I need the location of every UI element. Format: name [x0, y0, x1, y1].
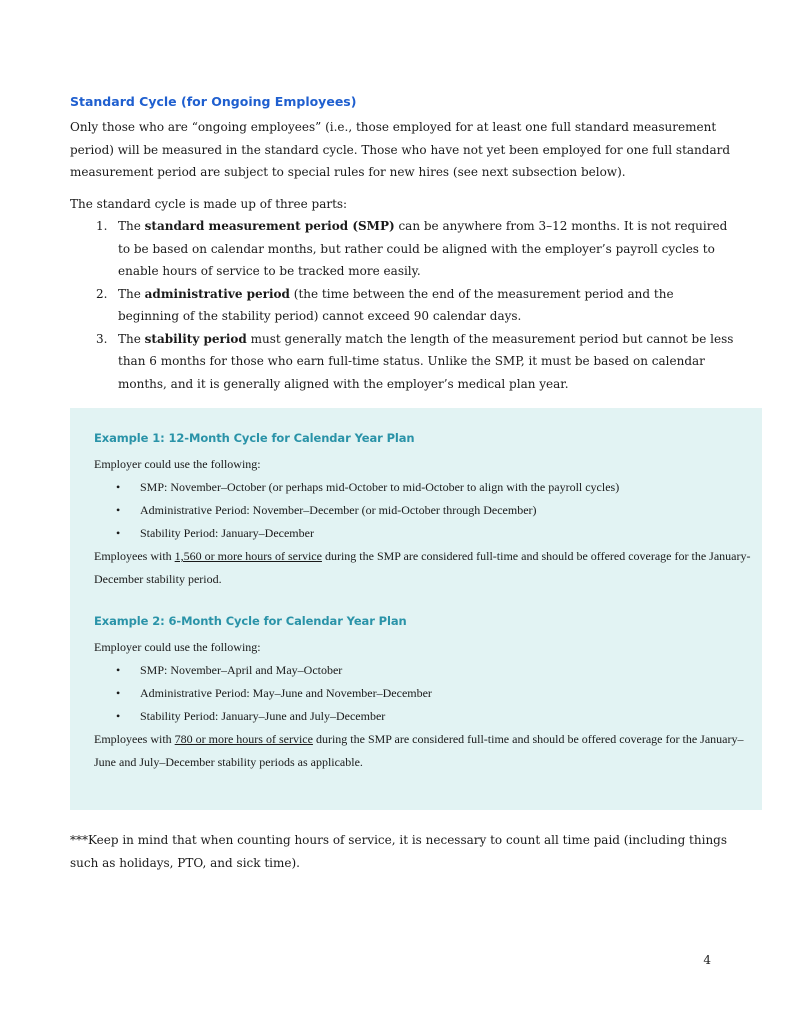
note-post: during the SMP are considered full-time and should be offered coverage for the January–June and July–December stability periods as applicable. — [94, 732, 744, 769]
bullet-icon: • — [116, 709, 121, 723]
list-number: 3. — [96, 331, 108, 346]
list-text-rest: can be anywhere from 3–12 months. It is not required to be based on calendar months, but rather could be aligned with the employer’s payroll cycles to enable hours of service to be tracked more easily. — [118, 219, 728, 278]
note-underlined-threshold: 1,560 or more hours of service — [174, 549, 322, 563]
list-text-rest: must generally match the length of the measurement period but cannot be less than 6 months for those who earn full-time status. Unlike the SMP, it must be based on calendar months, and it is generally aligned with the employer’s medical plan year. — [118, 331, 734, 391]
example-2-heading: Example 2: 6-Month Cycle for Calendar Year Plan — [94, 614, 407, 628]
bullet-text: Administrative Period: November–December (or mid-October through December) — [140, 503, 537, 517]
example-1-heading: Example 1: 12-Month Cycle for Calendar Year Plan — [94, 431, 415, 445]
section-heading: Standard Cycle (for Ongoing Employees) — [70, 94, 357, 109]
note-underlined-threshold: 780 or more hours of service — [174, 732, 313, 746]
parts-list — [70, 215, 735, 395]
list-term: standard measurement period (SMP) — [144, 219, 395, 233]
bullet-icon: • — [116, 686, 121, 700]
list-item — [70, 215, 735, 283]
list-item — [70, 283, 735, 328]
list-item — [94, 476, 754, 499]
bullet-icon: • — [116, 480, 121, 494]
bullet-text: Stability Period: January–December — [140, 526, 314, 540]
bullet-icon: • — [116, 503, 121, 517]
parts-lead-paragraph: The standard cycle is made up of three parts: — [70, 197, 348, 211]
list-item — [94, 659, 754, 682]
bullet-text: SMP: November–April and May–October — [140, 663, 343, 677]
note-pre: Employees with — [94, 732, 175, 746]
bullet-icon: • — [116, 663, 121, 677]
intro-paragraph: Only those who are “ongoing employees” (i.e., those employed for at least one full standard measurement period) will be measured in the standard cycle. Those who have not yet been employed for one full standard measurement period are subject to special rules for new hires (see next subsection below). — [70, 120, 731, 179]
example-2-lead: Employer could use the following: — [94, 640, 261, 654]
example-1-note — [94, 545, 754, 591]
example-1-bullet-list — [94, 476, 754, 545]
bullet-text: Administrative Period: May–June and November–December — [140, 686, 432, 700]
list-term: administrative period — [144, 286, 290, 301]
list-item — [94, 682, 754, 705]
bullet-icon: • — [116, 526, 121, 540]
examples-callout-box — [70, 408, 762, 810]
list-item — [70, 328, 735, 396]
bullet-text: SMP: November–October (or perhaps mid-October to mid-October to align with the payroll cycles) — [140, 480, 620, 494]
list-item — [94, 522, 754, 545]
list-term: stability period — [144, 331, 247, 346]
list-item — [94, 499, 754, 522]
footnote-paragraph: ***Keep in mind that when counting hours of service, it is necessary to count all time paid (including things such as holidays, PTO, and sick time). — [70, 833, 728, 870]
list-text-pre: The — [118, 219, 145, 233]
example-1-lead: Employer could use the following: — [94, 457, 261, 471]
note-post: during the SMP are considered full-time and should be offered coverage for the January-December stability period. — [94, 549, 751, 586]
list-item — [94, 705, 754, 728]
note-pre: Employees with — [94, 549, 175, 563]
list-text-rest: (the time between the end of the measurement period and the beginning of the stability period) cannot exceed 90 calendar days. — [118, 286, 674, 323]
example-2-note — [94, 728, 754, 774]
list-number: 2. — [96, 286, 108, 301]
example-2-bullet-list — [94, 659, 754, 728]
list-text-pre: The — [118, 286, 145, 301]
list-text-pre: The — [118, 331, 145, 346]
page-number: 4 — [703, 953, 711, 967]
list-number: 1. — [96, 219, 108, 233]
bullet-text: Stability Period: January–June and July–December — [140, 709, 386, 723]
